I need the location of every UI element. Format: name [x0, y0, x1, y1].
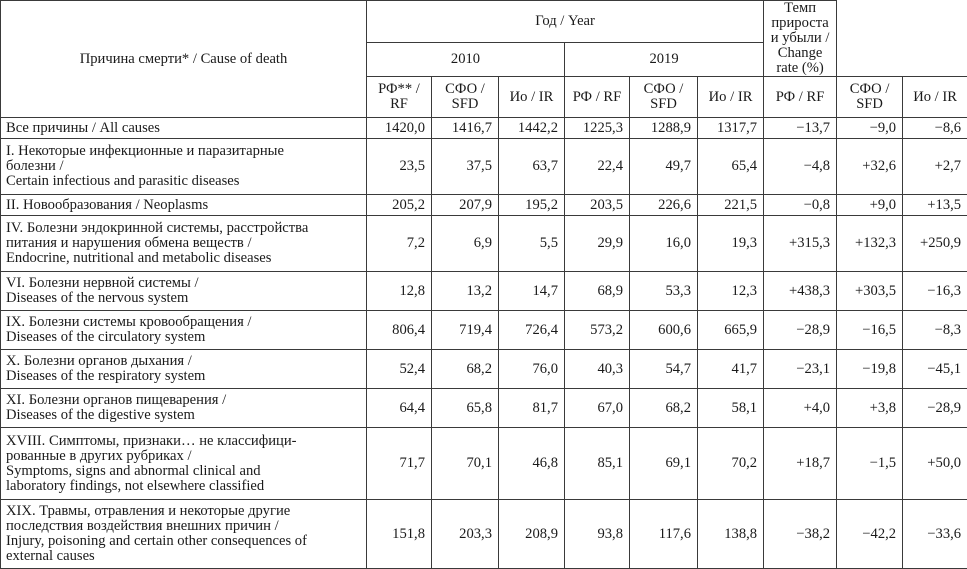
value-cell-ir-2019: 19,3	[698, 216, 764, 272]
value-cell-rf-2010: 52,4	[367, 350, 432, 389]
col-header-line: РФ** /	[371, 82, 427, 97]
value-cell-ir-2010: 81,7	[499, 389, 565, 428]
col-header-line: SFD	[634, 97, 693, 112]
value-cell-ir-change: −28,9	[903, 389, 967, 428]
value-cell-ir-2010: 76,0	[499, 350, 565, 389]
col-header-line: СФО /	[436, 82, 494, 97]
value-cell-ir-2019: 65,4	[698, 139, 764, 195]
cause-cell	[1, 272, 367, 311]
value-cell-rf-2019: 93,8	[565, 500, 630, 569]
value-cell-rf-2019: 573,2	[565, 311, 630, 350]
value-cell-ir-change: +2,7	[903, 139, 967, 195]
col-header-line: Ио / IR	[907, 90, 963, 105]
change-rate-header-line: Темп прироста и убыли /	[768, 1, 832, 46]
value-cell-rf-2019: 67,0	[565, 389, 630, 428]
value-cell-rf-2010: 806,4	[367, 311, 432, 350]
value-cell-rf-change: −0,8	[764, 195, 837, 216]
value-cell-ir-2010: 726,4	[499, 311, 565, 350]
value-cell-sfd-2019: 54,7	[630, 350, 698, 389]
cause-line: Diseases of the respiratory system	[6, 369, 363, 384]
col-header-ir-2019	[698, 77, 764, 118]
cause-cell	[1, 500, 367, 569]
table-row	[1, 350, 967, 389]
col-header-line: SFD	[841, 97, 898, 112]
col-header-line: РФ / RF	[768, 90, 832, 105]
value-cell-ir-change: +250,9	[903, 216, 967, 272]
cause-cell	[1, 311, 367, 350]
value-cell-ir-2010: 14,7	[499, 272, 565, 311]
cause-line: Injury, poisoning and certain other consequences of	[6, 534, 363, 549]
cause-line: IX. Болезни системы кровообращения /	[6, 315, 363, 330]
value-cell-sfd-change: +32,6	[837, 139, 903, 195]
cause-line: laboratory findings, not elsewhere classified	[6, 479, 363, 494]
value-cell-ir-change: +50,0	[903, 428, 967, 500]
col-header-line: СФО /	[841, 82, 898, 97]
cause-cell	[1, 428, 367, 500]
value-cell-sfd-2010: 13,2	[432, 272, 499, 311]
col-header-ir-change	[903, 77, 967, 118]
value-cell-rf-2019: 1225,3	[565, 118, 630, 139]
value-cell-ir-2010: 208,9	[499, 500, 565, 569]
value-cell-sfd-2010: 68,2	[432, 350, 499, 389]
cause-line: IV. Болезни эндокринной системы, расстройства	[6, 221, 363, 236]
value-cell-sfd-change: −1,5	[837, 428, 903, 500]
value-cell-rf-2010: 1420,0	[367, 118, 432, 139]
value-cell-ir-change: −33,6	[903, 500, 967, 569]
value-cell-rf-change: −23,1	[764, 350, 837, 389]
col-header-rf-change	[764, 77, 837, 118]
value-cell-rf-2019: 203,5	[565, 195, 630, 216]
col-header-line: РФ / RF	[569, 90, 625, 105]
col-header-line: Ио / IR	[702, 90, 759, 105]
cause-line: I. Некоторые инфекционные и паразитарные	[6, 144, 363, 159]
cause-line: X. Болезни органов дыхания /	[6, 354, 363, 369]
cause-cell	[1, 195, 367, 216]
value-cell-rf-2019: 40,3	[565, 350, 630, 389]
value-cell-sfd-change: +3,8	[837, 389, 903, 428]
cause-line: Certain infectious and parasitic diseases	[6, 174, 363, 189]
value-cell-rf-change: −28,9	[764, 311, 837, 350]
change-rate-header	[764, 1, 837, 77]
cause-cell	[1, 118, 367, 139]
cause-cell	[1, 139, 367, 195]
col-header-rf-2010	[367, 77, 432, 118]
cause-line: Diseases of the circulatory system	[6, 330, 363, 345]
cause-line: Diseases of the digestive system	[6, 408, 363, 423]
col-header-line: SFD	[436, 97, 494, 112]
table-row	[1, 311, 967, 350]
cause-line: последствия воздействия внешних причин /	[6, 519, 363, 534]
value-cell-sfd-2010: 6,9	[432, 216, 499, 272]
value-cell-rf-2010: 151,8	[367, 500, 432, 569]
value-cell-rf-2019: 22,4	[565, 139, 630, 195]
value-cell-rf-2019: 29,9	[565, 216, 630, 272]
value-cell-sfd-2019: 226,6	[630, 195, 698, 216]
table-row	[1, 500, 967, 569]
cause-line: питания и нарушения обмена веществ /	[6, 236, 363, 251]
value-cell-sfd-2010: 70,1	[432, 428, 499, 500]
cause-cell	[1, 350, 367, 389]
value-cell-ir-change: +13,5	[903, 195, 967, 216]
cause-line: Все причины / All causes	[6, 121, 363, 136]
value-cell-sfd-2019: 68,2	[630, 389, 698, 428]
value-cell-ir-2019: 70,2	[698, 428, 764, 500]
table-row	[1, 389, 967, 428]
cause-line: XIX. Травмы, отравления и некоторые другие	[6, 504, 363, 519]
value-cell-ir-2019: 12,3	[698, 272, 764, 311]
table-row	[1, 139, 967, 195]
value-cell-ir-2010: 63,7	[499, 139, 565, 195]
value-cell-sfd-2019: 600,6	[630, 311, 698, 350]
cause-header: Причина смерти* / Cause of death	[1, 1, 367, 118]
value-cell-rf-change: +4,0	[764, 389, 837, 428]
col-header-sfd-2010	[432, 77, 499, 118]
cause-cell	[1, 216, 367, 272]
value-cell-rf-change: −13,7	[764, 118, 837, 139]
value-cell-ir-change: −45,1	[903, 350, 967, 389]
value-cell-ir-2010: 46,8	[499, 428, 565, 500]
value-cell-ir-2010: 5,5	[499, 216, 565, 272]
year-2010-header: 2010	[367, 42, 565, 76]
value-cell-sfd-2010: 203,3	[432, 500, 499, 569]
value-cell-rf-change: −38,2	[764, 500, 837, 569]
table-row	[1, 272, 967, 311]
value-cell-rf-change: −4,8	[764, 139, 837, 195]
value-cell-sfd-2010: 719,4	[432, 311, 499, 350]
table-row	[1, 428, 967, 500]
value-cell-sfd-2019: 117,6	[630, 500, 698, 569]
col-header-rf-2019	[565, 77, 630, 118]
col-header-line: СФО /	[634, 82, 693, 97]
value-cell-sfd-change: +9,0	[837, 195, 903, 216]
col-header-sfd-change	[837, 77, 903, 118]
value-cell-ir-2019: 138,8	[698, 500, 764, 569]
value-cell-rf-2010: 64,4	[367, 389, 432, 428]
year-2019-header: 2019	[565, 42, 764, 76]
change-rate-header-line: Change rate (%)	[768, 46, 832, 76]
year-header: Год / Year	[367, 1, 764, 43]
table-body	[1, 118, 967, 569]
cause-line: Endocrine, nutritional and metabolic diseases	[6, 251, 363, 266]
value-cell-ir-2019: 665,9	[698, 311, 764, 350]
value-cell-rf-2010: 23,5	[367, 139, 432, 195]
value-cell-sfd-change: +132,3	[837, 216, 903, 272]
table-row	[1, 118, 967, 139]
cause-line: external causes	[6, 549, 363, 564]
table-row	[1, 216, 967, 272]
cause-line: Diseases of the nervous system	[6, 291, 363, 306]
value-cell-ir-2019: 41,7	[698, 350, 764, 389]
cause-line: XI. Болезни органов пищеварения /	[6, 393, 363, 408]
value-cell-sfd-change: −19,8	[837, 350, 903, 389]
value-cell-rf-2010: 12,8	[367, 272, 432, 311]
header-row-1	[1, 1, 967, 43]
value-cell-sfd-2019: 16,0	[630, 216, 698, 272]
value-cell-rf-2010: 71,7	[367, 428, 432, 500]
cause-line: рованные в других рубриках /	[6, 449, 363, 464]
value-cell-sfd-change: −16,5	[837, 311, 903, 350]
cause-cell	[1, 389, 367, 428]
value-cell-sfd-change: +303,5	[837, 272, 903, 311]
value-cell-rf-change: +315,3	[764, 216, 837, 272]
value-cell-sfd-2010: 37,5	[432, 139, 499, 195]
value-cell-rf-2010: 7,2	[367, 216, 432, 272]
value-cell-rf-2019: 68,9	[565, 272, 630, 311]
value-cell-sfd-change: −42,2	[837, 500, 903, 569]
value-cell-ir-change: −16,3	[903, 272, 967, 311]
value-cell-sfd-2019: 49,7	[630, 139, 698, 195]
col-header-line: RF	[371, 97, 427, 112]
value-cell-rf-2010: 205,2	[367, 195, 432, 216]
value-cell-ir-2019: 58,1	[698, 389, 764, 428]
cause-line: болезни /	[6, 159, 363, 174]
col-header-ir-2010	[499, 77, 565, 118]
col-header-line: Ио / IR	[503, 90, 560, 105]
value-cell-sfd-2010: 207,9	[432, 195, 499, 216]
value-cell-sfd-2010: 65,8	[432, 389, 499, 428]
value-cell-rf-change: +438,3	[764, 272, 837, 311]
value-cell-ir-2019: 1317,7	[698, 118, 764, 139]
value-cell-ir-2010: 195,2	[499, 195, 565, 216]
value-cell-sfd-2010: 1416,7	[432, 118, 499, 139]
value-cell-rf-2019: 85,1	[565, 428, 630, 500]
cause-line: VI. Болезни нервной системы /	[6, 276, 363, 291]
value-cell-ir-2019: 221,5	[698, 195, 764, 216]
value-cell-rf-change: +18,7	[764, 428, 837, 500]
value-cell-sfd-2019: 1288,9	[630, 118, 698, 139]
cause-line: II. Новообразования / Neoplasms	[6, 198, 363, 213]
cause-line: XVIII. Симптомы, признаки… не классифици-	[6, 434, 363, 449]
cause-line: Symptoms, signs and abnormal clinical and	[6, 464, 363, 479]
value-cell-sfd-change: −9,0	[837, 118, 903, 139]
value-cell-sfd-2019: 69,1	[630, 428, 698, 500]
value-cell-ir-change: −8,6	[903, 118, 967, 139]
value-cell-sfd-2019: 53,3	[630, 272, 698, 311]
table-row	[1, 195, 967, 216]
value-cell-ir-2010: 1442,2	[499, 118, 565, 139]
value-cell-ir-change: −8,3	[903, 311, 967, 350]
col-header-sfd-2019	[630, 77, 698, 118]
